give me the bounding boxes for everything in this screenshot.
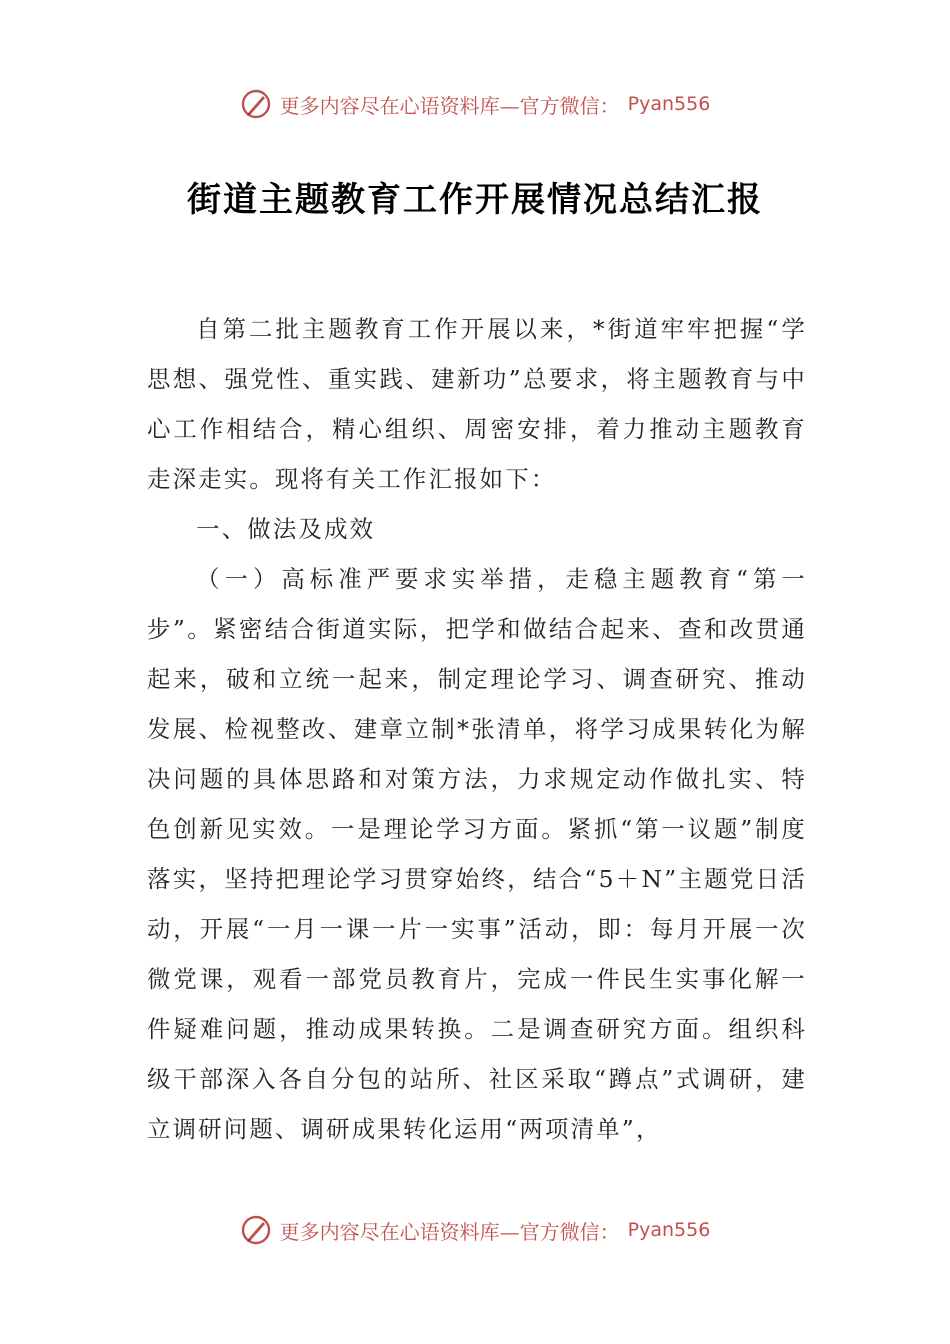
section-heading: 一、做法及成效 (196, 515, 376, 543)
paragraph-intro: 自第二批主题教育工作开展以来，*街道牢牢把握“学思想、强党性、重实践、建新功”总要求，将主题教育与中心工作相结合，精心组织、周密安排，着力推动主题教育走深走实。现将有关工作汇报如下： (147, 315, 807, 493)
watermark-header (0, 84, 950, 124)
watermark-footer (0, 1210, 950, 1250)
watermark-wechat-id: Pyan556 (627, 93, 711, 115)
paragraph-section-1: （一）高标准严要求实举措，走稳主题教育“第一步”。紧密结合街道实际，把学和做结合起来、查和改贯通起来，破和立统一起来，制定理论学习、调查研究、推动发展、检视整改、建章立制*张清单，将学习成果转化为解决问题的具体思路和对策方法，力求规定动作做扎实、特色创新见实效。一是理论学习方面。紧抓“第一议题”制度落实，坚持把理论学习贯穿始终，结合“5＋N”主题党日活动，开展“一月一课一片一实事”活动，即：每月开展一次微党课，观看一部党员教育片，完成一件民生实事化解一件疑难问题，推动成果转换。二是调查研究方面。组织科级干部深入各自分包的站所、社区采取“蹲点”式调研，建立调研问题、调研成果转化运用“两项清单”， (147, 565, 807, 1143)
watermark-wechat-id: Pyan556 (627, 1219, 711, 1241)
watermark-text: 更多内容尽在心语资料库—官方微信： (279, 1219, 620, 1244)
quill-logo-icon (240, 88, 272, 120)
document-body (147, 304, 807, 1154)
quill-logo-icon (240, 1214, 272, 1246)
document-title: 街道主题教育工作开展情况总结汇报 (187, 180, 763, 220)
watermark-text: 更多内容尽在心语资料库—官方微信： (279, 93, 620, 118)
